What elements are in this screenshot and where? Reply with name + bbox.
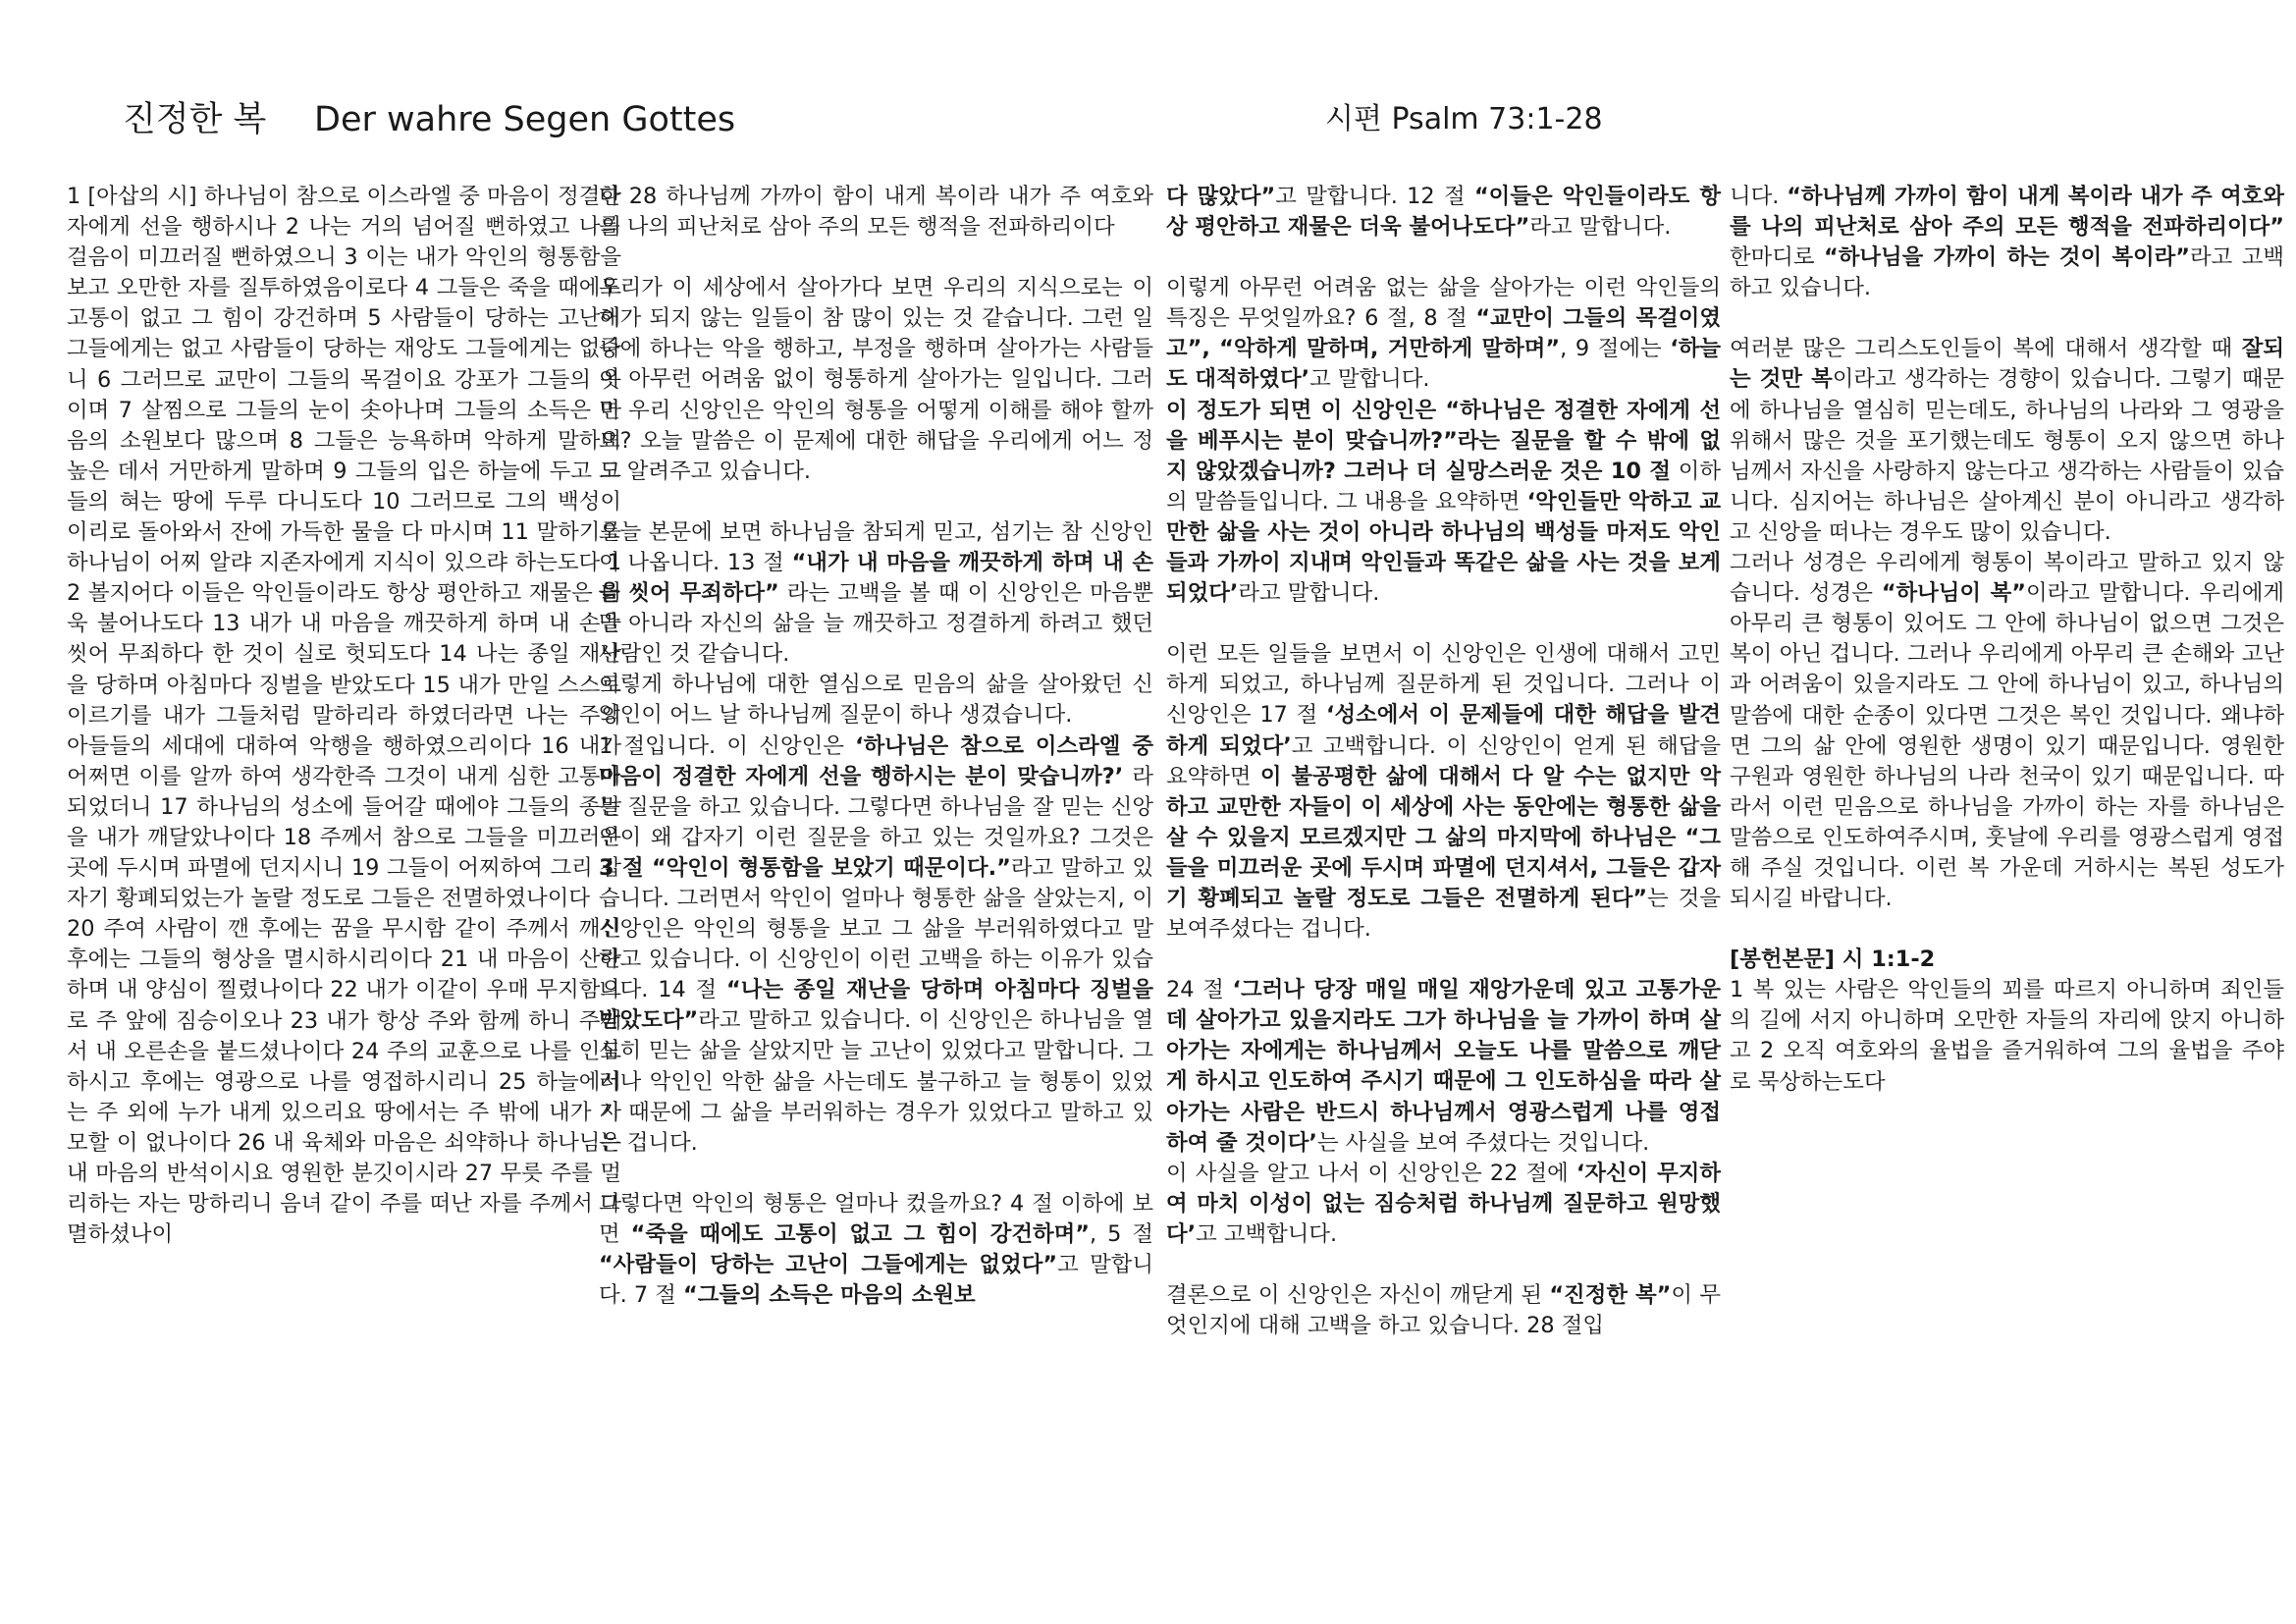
paragraph: 이 사실을 알고 나서 이 신앙인은 22 절에 ‘자신이 무지하여 마치 이성이 없는 짐승처럼 하나님께 질문하고 원망했다’고 고백합니다. — [1166, 1160, 1722, 1247]
paragraph: 이런 모든 일들을 보면서 이 신앙인은 인생에 대해서 고민하게 되었고, 하나님께 질문하게 된 것입니다. 그러나 이 신앙인은 17 절 ‘성소에서 이 문제들에 대한 해답을 발견하게 되었다’고 고백합니다. 이 신앙인이 얻게 된 해답을 요약하면 이 불공평한 삶에 대해서 다 알 수는 없지만 악하고 교만한 자들이 이 세상에 사는 동안에는 형통한 삶을 살 수 있을지 모르겠지만 그 삶의 마지막에 하나님은 “그들을 미끄러운 곳에 두시며 파멸에 던지셔서, 그들은 갑자기 황폐되고 놀랄 정도로 그들은 전멸하게 된다”는 것을 보여주셨다는 겁니다. — [1166, 641, 1721, 943]
column-3 — [1166, 182, 1721, 1341]
column-2 — [599, 182, 1153, 1311]
paragraph: 이렇게 아무런 어려움 없는 삶을 살아가는 이런 악인들의 특징은 무엇일까요? 6 절, 8 절 “교만이 그들의 목걸이였고”, “악하게 말하며, 거만하게 말하며”, 9 절에는 ‘하늘도 대적하였다’고 말합니다. — [1166, 275, 1721, 393]
paragraph: 다 28 하나님께 가까이 함이 내게 복이라 내가 주 여호와를 나의 피난처로 삼아 주의 모든 행적을 전파하리이다 — [599, 184, 1153, 241]
page-title-german: Der wahre Segen Gottes — [314, 100, 736, 139]
offering-text: 1 복 있는 사람은 악인들의 꾀를 따르지 아니하며 죄인들의 길에 서지 아니하며 오만한 자들의 자리에 앉지 아니하고 2 오직 여호와의 율법을 즐거워하여 그의 율법을 주야로 묵상하는도다 — [1730, 977, 2284, 1095]
paragraph: 다 많았다”고 말합니다. 12 절 “이들은 악인들이라도 항상 평안하고 재물은 더욱 불어나도다”라고 말합니다. — [1166, 184, 1721, 241]
paragraph: 니다. “하나님께 가까이 함이 내게 복이라 내가 주 여호와를 나의 피난처로 삼아 주의 모든 행적을 전파하리이다” 한마디로 “하나님을 가까이 하는 것이 복이라”라고 고백하고 있습니다. — [1730, 184, 2284, 301]
offering-text-heading: [봉헌본문] 시 1:1-2 — [1730, 947, 1936, 973]
scripture-text-1: 1 [아삽의 시] 하나님이 참으로 이스라엘 중 마음이 정결한 자에게 선을 행하시나 2 나는 거의 넘어질 뻔하였고 나의 걸음이 미끄러질 뻔하였으니 3 이는 내가 악인의 형통함을 보고 오만한 자를 질투하였음이로다 4 그들은 죽을 때에도 고통이 없고 그 힘이 강건하며 5 사람들이 당하는 고난이 그들에게는 없고 사람들이 당하는 재앙도 그들에게는 없나니 6 그러므로 교만이 그들의 목걸이요 강포가 그들의 옷이며 7 살찜으로 그들의 눈이 솟아나며 그들의 소득은 마음의 소원보다 많으며 8 그들은 능욕하며 악하게 말하며 높은 데서 거만하게 말하며 9 그들의 입은 하늘에 두고 그들의 혀는 땅에 두루 다니도다 10 그러므로 그의 백성이 이리로 돌아와서 잔에 가득한 물을 다 마시며 11 말하기를 하나님이 어찌 알랴 지존자에게 지식이 있으랴 하는도다 12 볼지어다 이들은 악인들이라도 항상 평안하고 재물은 더욱 불어나도다 13 내가 내 마음을 깨끗하게 하며 내 손을 씻어 무죄하다 한 것이 실로 헛되도다 14 나는 종일 재난을 당하며 아침마다 징벌을 받았도다 15 내가 만일 스스로 이르기를 내가 그들처럼 말하리라 하였더라면 나는 주의 아들들의 세대에 대하여 악행을 행하였으리이다 16 내가 어쩌면 이를 알까 하여 생각한즉 그것이 내게 심한 고통이 되었더니 17 하나님의 성소에 들어갈 때에야 그들의 종말을 내가 깨달았나이다 18 주께서 참으로 그들을 미끄러운 곳에 두시며 파멸에 던지시니 19 그들이 어찌하여 그리 갑자기 황폐되었는가 놀랄 정도로 그들은 전멸하였나이다 — [67, 184, 621, 912]
paragraph: 그러나 성경은 우리에게 형통이 복이라고 말하고 있지 않습니다. 성경은 “하나님이 복”이라고 말합니다. 우리에게 아무리 큰 형통이 있어도 그 안에 하나님이 없으면 그것은 복이 아닌 겁니다. 그러나 우리에게 아무리 큰 손해와 고난과 어려움이 있을지라도 그 안에 하나님이 있고, 하나님의 말씀에 대한 순종이 있다면 그것은 복인 것입니다. 왜냐하면 그의 삶 안에 영원한 생명이 있기 때문입니다. 영원한 구원과 영원한 하나님의 나라 천국이 있기 때문입니다. 따라서 이런 믿음으로 하나님을 가까이 하는 자를 하나님은 말씀으로 인도하여주시며, 훗날에 우리를 영광스럽게 영접해 주실 것입니다. 이런 복 가운데 거하시는 복된 성도가 되시길 바랍니다. — [1730, 550, 2284, 912]
paragraph: 1 절입니다. 이 신앙인은 ‘하나님은 참으로 이스라엘 중 마음이 정결한 자에게 선을 행하시는 분이 맞습니까?’ 라는 질문을 하고 있습니다. 그렇다면 하나님을 잘 믿는 신앙인이 왜 갑자기 이런 질문을 하고 있는 것일까요? 그것은 3 절 “악인이 형통함을 보았기 때문이다.”라고 말하고 있습니다. 그러면서 악인이 얼마나 형통한 삶을 살았는지, 이 신앙인은 악인의 형통을 보고 그 삶을 부러워하였다고 말하고 있습니다. 이 신앙인이 이런 고백을 하는 이유가 있습니다. 14 절 “나는 종일 재난을 당하며 아침마다 징벌을 받았도다”라고 말하고 있습니다. 이 신앙인은 하나님을 열심히 믿는 삶을 살았지만 늘 고난이 있었다고 말합니다. 그러나 악인인 악한 삶을 사는데도 불구하고 늘 형통이 있었기 때문에 그 삶을 부러워하는 경우가 있었다고 말하고 있는 겁니다. — [599, 732, 1154, 1156]
scripture-text-2: 20 주여 사람이 깬 후에는 꿈을 무시함 같이 주께서 깨신 후에는 그들의 형상을 멸시하시리이다 21 내 마음이 산란하며 내 양심이 찔렸나이다 22 내가 이같이 우매 무지함으로 주 앞에 짐승이오나 23 내가 항상 주와 함께 하니 주께서 내 오른손을 붙드셨나이다 24 주의 교훈으로 나를 인도하시고 후에는 영광으로 나를 영접하시리니 25 하늘에서는 주 외에 누가 내게 있으리요 땅에서는 주 밖에 내가 사모할 이 없나이다 26 내 육체와 마음은 쇠약하나 하나님은 내 마음의 반석이시요 영원한 분깃이시라 27 무릇 주를 멀리하는 자는 망하리니 음녀 같이 주를 떠난 자를 주께서 다 멸하셨나이 — [67, 916, 621, 1248]
paragraph: 이렇게 하나님에 대한 열심으로 믿음의 삶을 살아왔던 신앙인이 어느 날 하나님께 질문이 하나 생겼습니다. — [599, 672, 1153, 729]
paragraph: 24 절 ‘그러나 당장 매일 매일 재앙가운데 있고 고통가운데 살아가고 있을지라도 그가 하나님을 늘 가까이 하며 살아가는 자에게는 하나님께서 오늘도 나를 말씀으로 깨닫게 하시고 인도하여 주시기 때문에 그 인도하심을 따라 살아가는 사람은 반드시 하나님께서 영광스럽게 나를 영접하여 줄 것이다’는 사실을 보여 주셨다는 것입니다. — [1166, 977, 1721, 1156]
scripture-reference: 시편 Psalm 73:1-28 — [1325, 102, 1603, 136]
paragraph: 결론으로 이 신앙인은 자신이 깨닫게 된 “진정한 복”이 무엇인지에 대해 고백을 하고 있습니다. 28 절입 — [1166, 1282, 1721, 1339]
column-4 — [1730, 182, 2284, 1098]
paragraph: 오늘 본문에 보면 하나님을 참되게 믿고, 섬기는 참 신앙인이 나옵니다. 13 절 “내가 내 마음을 깨끗하게 하며 내 손을 씻어 무죄하다” 라는 고백을 볼 때 이 신앙인은 마음뿐만 아니라 자신의 삶을 늘 깨끗하고 정결하게 하려고 했던 사람인 것 같습니다. — [599, 518, 1153, 668]
column-1 — [67, 182, 621, 1250]
paragraph: 그렇다면 악인의 형통은 얼마나 컸을까요? 4 절 이하에 보면 “죽을 때에도 고통이 없고 그 힘이 강건하며”, 5 절 “사람들이 당하는 고난이 그들에게는 없었다”고 말합니다. 7 절 “그들의 소득은 마음의 소원보 — [599, 1190, 1153, 1309]
paragraph: 여러분 많은 그리스도인들이 복에 대해서 생각할 때 잘되는 것만 복이라고 생각하는 경향이 있습니다. 그렇기 때문에 하나님을 열심히 믿는데도, 하나님의 나라와 그 영광을 위해서 많은 것을 포기했는데도 형통이 오지 않으면 하나님께서 자신을 사랑하지 않는다고 생각하는 사람들이 있습니다. 심지어는 하나님은 살아계신 분이 아니라고 생각하고 신앙을 떠나는 경우도 많이 있습니다. — [1730, 336, 2284, 545]
paragraph: 이 정도가 되면 이 신앙인은 “하나님은 정결한 자에게 선을 베푸시는 분이 맞습니까?”라는 질문을 할 수 밖에 없지 않았겠습니까? 그러나 더 실망스러운 것은 10 절 이하의 말씀들입니다. 그 내용을 요약하면 ‘악인들만 악하고 교만한 삶을 사는 것이 아니라 하나님의 백성들 마저도 악인들과 가까이 지내며 악인들과 똑같은 삶을 사는 것을 보게 되었다’라고 말합니다. — [1166, 397, 1721, 607]
page-title-korean: 진정한 복 — [123, 100, 267, 139]
paragraph: 우리가 이 세상에서 살아가다 보면 우리의 지식으로는 이해가 되지 않는 일들이 참 많이 있는 것 같습니다. 그런 일중에 하나는 악을 행하고, 부정을 행하며 살아가는 사람들이 아무런 어려움 없이 형통하게 살아가는 일입니다. 그러면 우리 신앙인은 악인의 형통을 어떻게 이해를 해야 할까요? 오늘 말씀은 이 문제에 대한 해답을 우리에게 어느 정도 알려주고 있습니다. — [599, 275, 1153, 484]
